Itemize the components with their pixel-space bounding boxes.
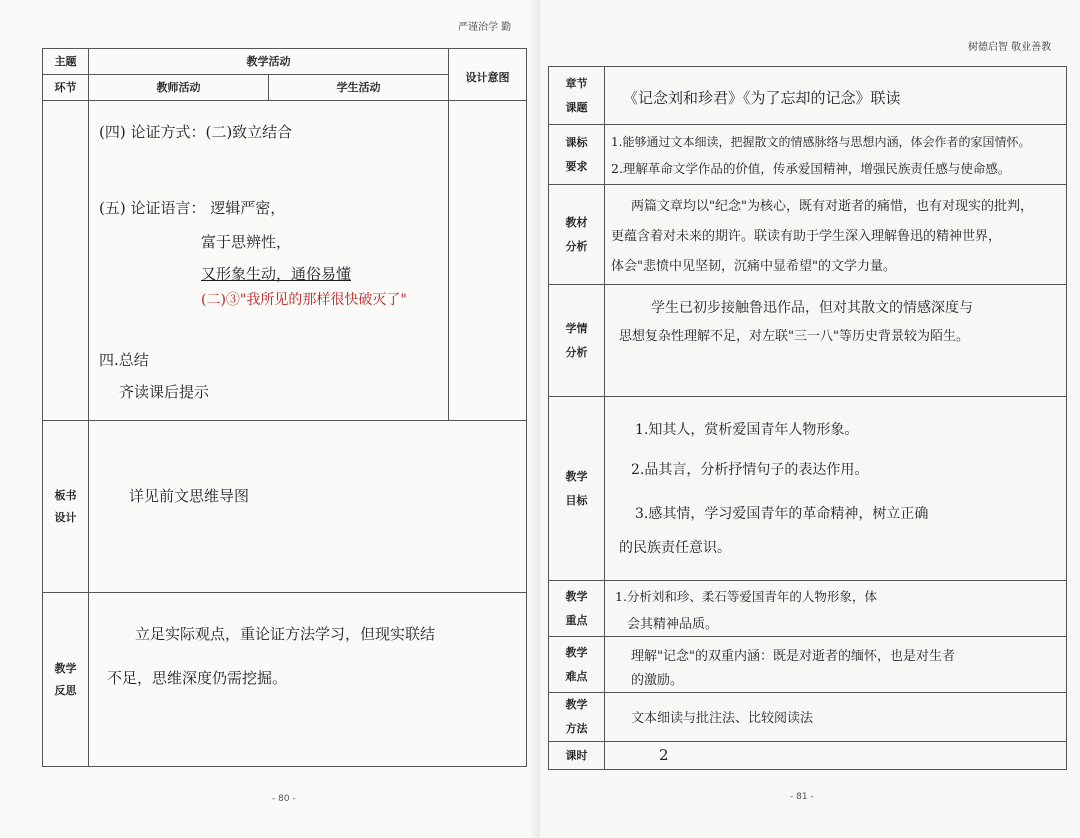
row-line: 的激励。	[631, 673, 684, 688]
row-content-title	[605, 67, 1067, 125]
row-line: 学生已初步接触鲁迅作品，但对其散文的情感深度与	[651, 300, 973, 316]
row-content-hours	[605, 742, 1067, 770]
row-line: 文本细读与批注法、比较阅读法	[631, 711, 814, 726]
activity-line: 富于思辨性，	[201, 233, 292, 251]
row-content-methods	[605, 693, 1067, 742]
row-line: 两篇文章均以"纪念"为核心，既有对逝者的痛惜，也有对现实的批判，	[631, 199, 1033, 214]
row-content-key-points	[605, 581, 1067, 637]
reflection-line: 不足，思维深度仍需挖掘。	[107, 669, 288, 687]
row-line: 2	[659, 746, 669, 764]
row-label-learner: 学情 分析	[549, 285, 605, 397]
activity-line-red: (二)③"我所见的那样很快破灭了"	[201, 292, 407, 308]
row-line: 2.品其言，分析抒情句子的表达作用。	[631, 462, 869, 478]
row-line: 2.理解革命文学作品的价值，传承爱国精神，增强民族责任感与使命感。	[611, 161, 1011, 176]
row-line: 的民族责任意识。	[619, 540, 731, 556]
board-design-text: 详见前文思维导图	[129, 487, 250, 505]
row-label-key-points: 教学 重点	[549, 581, 605, 637]
row-line: 更蕴含着对未来的期许。联读有助于学生深入理解鲁迅的精神世界，	[611, 229, 1002, 244]
row-line: 理解"记念"的双重内涵：既是对逝者的缅怀，也是对生者	[631, 649, 955, 664]
row-line: 思想复杂性理解不足，对左联"三一八"等历史背景较为陌生。	[619, 329, 969, 344]
activity-line: 齐读课后提示	[119, 383, 210, 401]
row-label-standard: 课标 要求	[549, 125, 605, 185]
activity-line: (五) 论证语言： 逻辑严密，	[99, 199, 286, 217]
row-content-objectives	[605, 397, 1067, 581]
header-topic: 主题	[43, 49, 89, 75]
header-segment: 环节	[43, 75, 89, 101]
row-content-standard	[605, 125, 1067, 185]
row-line: 《记念刘和珍君》《为了忘却的记念》联读	[623, 89, 901, 107]
row-line: 1.知其人，赏析爱国青年人物形象。	[635, 422, 859, 438]
right-page-header: 树德启智 敬业善教	[968, 42, 1052, 53]
row-content-difficulties	[605, 637, 1067, 693]
reflection-line: 立足实际观点，重论证方法学习，但现实联结	[135, 625, 436, 643]
left-page-number: - 80 -	[272, 794, 296, 804]
row-line: 3.感其情，学习爱国青年的革命精神，树立正确	[635, 506, 929, 522]
reflection-label: 教学 反思	[43, 593, 89, 767]
header-teacher: 教师活动	[89, 75, 269, 101]
row-label-material: 教材 分析	[549, 185, 605, 285]
reflection-cell	[89, 593, 527, 767]
board-design-cell	[89, 421, 527, 593]
activity-line: (四) 论证方式：(二)致立结合	[99, 123, 293, 141]
row-line: 体会"悲愤中见坚韧，沉痛中显希望"的文学力量。	[611, 259, 896, 274]
row-content-material	[605, 185, 1067, 285]
row-label-objectives: 教学 目标	[549, 397, 605, 581]
right-page-number: - 81 -	[790, 792, 814, 802]
lesson-plan-table-right	[548, 66, 1067, 770]
row-line: 1.分析刘和珍、柔石等爱国青年的人物形象，体	[615, 589, 877, 604]
row-line: 1.能够通过文本细读，把握散文的情感脉络与思想内涵，体会作者的家国情怀。	[611, 135, 1031, 149]
row-label-hours: 课时	[549, 742, 605, 770]
right-page	[540, 0, 1080, 838]
row-line: 会其精神品质。	[627, 617, 719, 632]
activity-line: 又形象生动，通俗易懂	[201, 265, 352, 283]
row-label-title: 章节 课题	[549, 67, 605, 125]
lesson-plan-table-left	[42, 48, 527, 767]
header-activity: 教学活动	[89, 49, 449, 75]
board-design-label: 板书 设计	[43, 421, 89, 593]
left-page-header: 严谨治学 勤	[458, 22, 512, 33]
row-label-methods: 教学 方法	[549, 693, 605, 742]
activity-line: 四.总结	[99, 351, 149, 369]
activity-cell	[89, 101, 449, 421]
header-student: 学生活动	[269, 75, 449, 101]
row-content-learner	[605, 285, 1067, 397]
row-label-difficulties: 教学 难点	[549, 637, 605, 693]
header-design-intent: 设计意图	[449, 49, 527, 101]
